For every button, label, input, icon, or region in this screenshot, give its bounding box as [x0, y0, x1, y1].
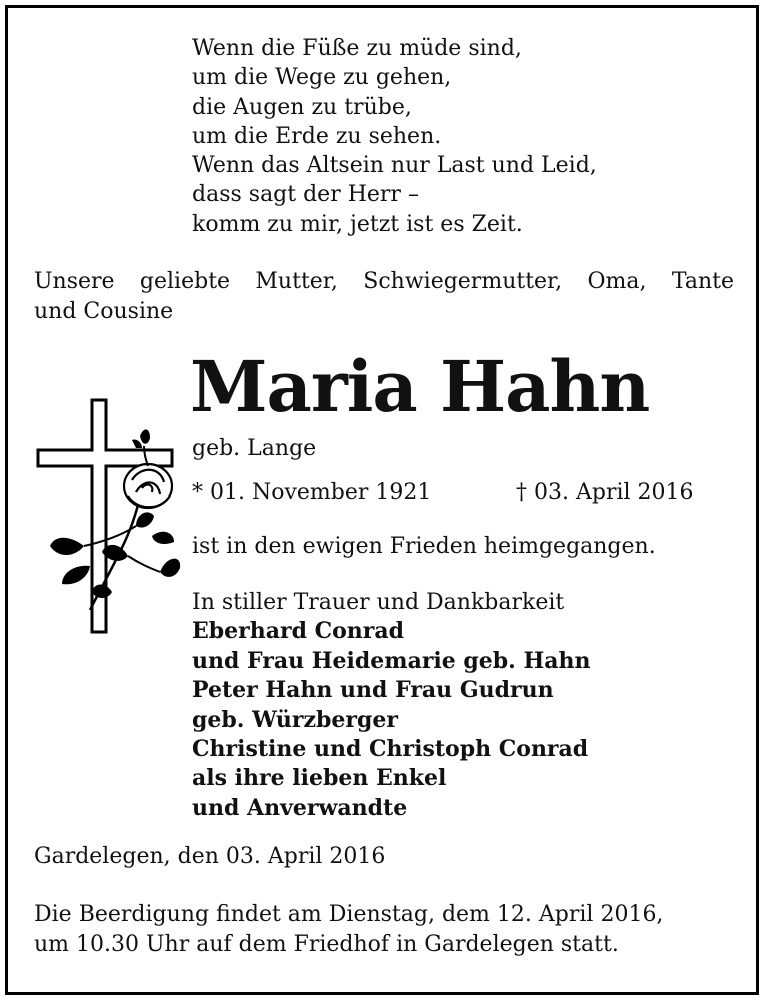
intro-line-2: und Cousine [34, 299, 174, 324]
poem-line: um die Erde zu sehen. [192, 123, 442, 149]
intro-line-1: Unsere geliebte Mutter, Schwiegermutter, Oma, Tante [34, 269, 734, 294]
poem-line: die Augen zu trübe, [192, 94, 412, 120]
intro [34, 267, 734, 327]
mourner-line: als ihre lieben Enkel [192, 765, 447, 792]
cross-with-rose-icon [32, 396, 182, 636]
birth-date: * 01. November 1921 [192, 480, 432, 505]
passed-text: ist in den ewigen Frieden heimgegangen. [192, 534, 656, 559]
mourner-line: geb. Würzberger [192, 706, 398, 733]
mourner-line: Peter Hahn und Frau Gudrun [192, 677, 554, 704]
deceased-name: Maria Hahn [190, 345, 650, 428]
maiden-name: geb. Lange [192, 436, 317, 461]
poem [192, 34, 597, 239]
poem-line: dass sagt der Herr – [192, 182, 419, 208]
mourners-heading: In stiller Trauer und Dankbarkeit [192, 590, 565, 615]
death-date: † 03. April 2016 [516, 480, 694, 505]
mourner-line: Eberhard Conrad [192, 618, 405, 645]
mourner-line: Christine und Christoph Conrad [192, 736, 589, 763]
poem-line: komm zu mir, jetzt ist es Zeit. [192, 211, 523, 237]
funeral-line: um 10.30 Uhr auf dem Friedhof in Gardelegen statt. [34, 932, 619, 957]
place-date: Gardelegen, den 03. April 2016 [34, 844, 386, 869]
poem-line: um die Wege zu gehen, [192, 65, 452, 91]
poem-line: Wenn die Füße zu müde sind, [192, 36, 522, 61]
poem-line: Wenn das Altsein nur Last und Leid, [192, 153, 597, 179]
mourner-line: und Anverwandte [192, 794, 408, 821]
mourner-line: und Frau Heidemarie geb. Hahn [192, 647, 591, 674]
funeral-info [34, 900, 663, 960]
mourners [192, 588, 591, 823]
funeral-line: Die Beerdigung findet am Dienstag, dem 12. April 2016, [34, 902, 664, 927]
